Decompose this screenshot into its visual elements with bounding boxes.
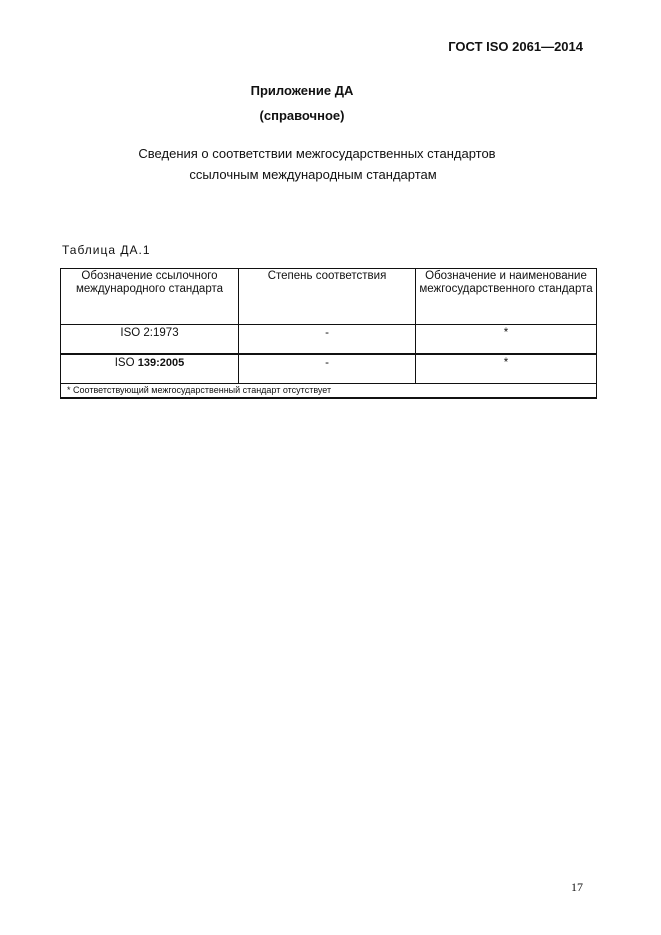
annex-heading-line-2: ссылочным международным стандартам — [189, 167, 437, 182]
cell-interstate-standard: * — [416, 325, 597, 355]
cell-degree: - — [239, 354, 416, 384]
column-header-degree-of-correspondence: Степень соответствия — [239, 269, 416, 325]
cell-international-standard — [61, 325, 239, 355]
standard-designation-bold: 139:2005 — [137, 357, 185, 369]
table-header-row — [61, 269, 597, 325]
page-number: 17 — [571, 880, 583, 894]
table-row — [61, 354, 597, 384]
standard-designation: ISO 2:1973 — [120, 327, 179, 339]
cell-interstate-standard: * — [416, 354, 597, 384]
annex-title: Приложение ДА — [250, 83, 354, 98]
column-header-interstate-standard: Обозначение и наименование межгосударственного стандарта — [416, 269, 597, 325]
table-caption: Таблица ДА.1 — [62, 243, 151, 257]
annex-type: (справочное) — [259, 108, 345, 123]
table-row — [61, 325, 597, 355]
correspondence-table — [60, 268, 596, 399]
cell-degree: - — [239, 325, 416, 355]
annex-heading-line-1: Сведения о соответствии межгосударственных стандартов — [138, 146, 496, 161]
cell-international-standard — [61, 354, 239, 384]
table-footnote: * Соответствующий межгосударственный стандарт отсутствует — [61, 384, 597, 399]
column-header-international-standard: Обозначение ссылочного международного стандарта — [61, 269, 239, 325]
standard-designation: ISO — [114, 357, 138, 369]
table-footnote-row — [61, 384, 597, 399]
document-code: ГОСТ ISO 2061—2014 — [448, 39, 583, 54]
